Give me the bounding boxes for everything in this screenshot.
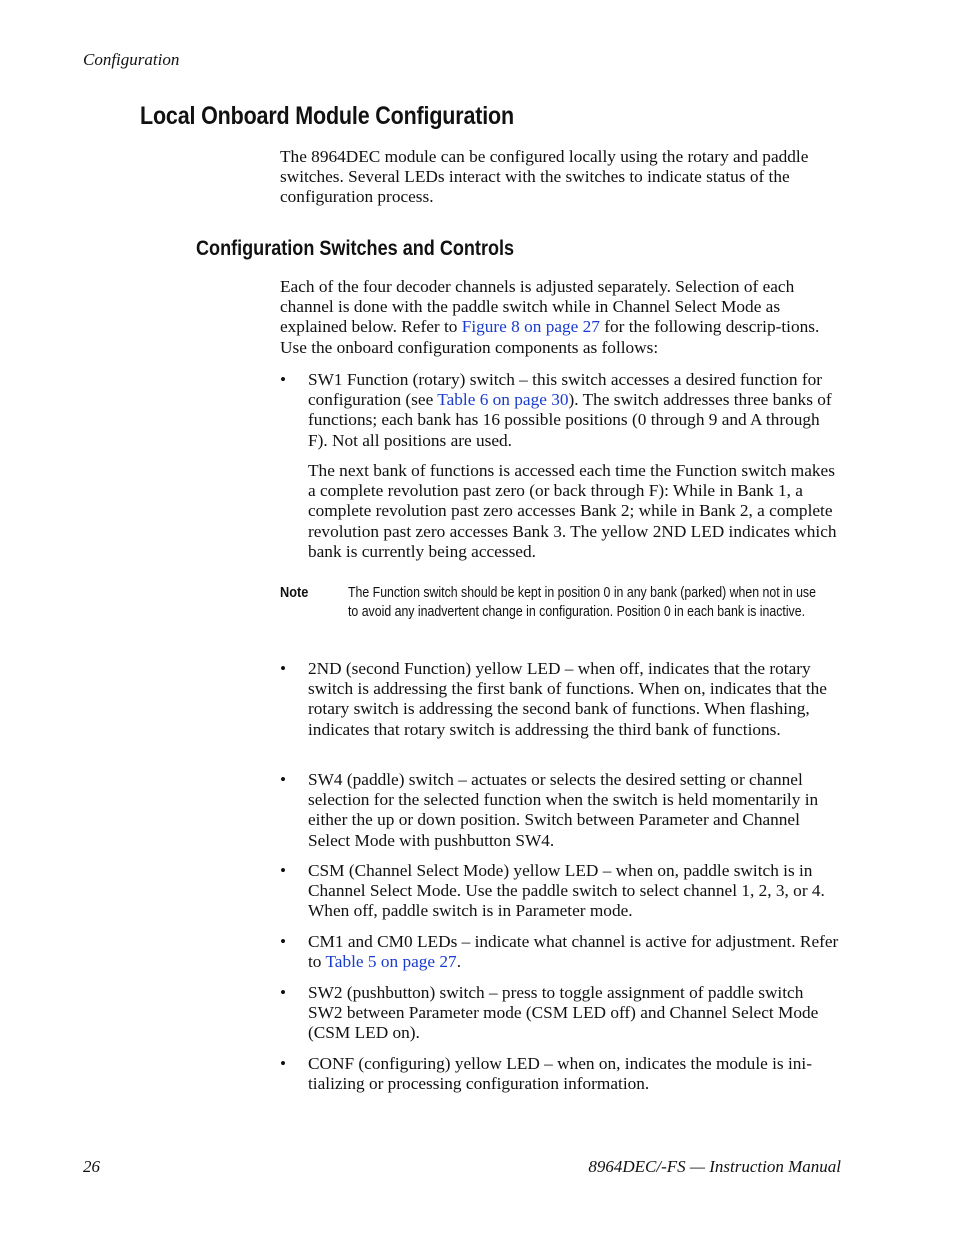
bullet-icon: • — [280, 932, 287, 951]
table-5-link[interactable]: Table 5 on page 27 — [325, 952, 457, 972]
table-6-link[interactable]: Table 6 on page 30 — [437, 390, 569, 410]
sw1-text-after: ). The switch addresses three banks of functions; each bank has 16 possible positions (0 through 9 and A through F). Not all positions are used. — [308, 390, 832, 450]
intro-text-before: Each of the four decoder channels is adjusted separately. Selection of each channel is done with the paddle switch while in Channel Select Mode as explained below. Refer to — [280, 277, 795, 337]
bullet-icon: • — [280, 1054, 287, 1073]
figure-8-link[interactable]: Figure 8 on page 27 — [461, 317, 600, 337]
list-item-sw4 — [280, 770, 842, 851]
intro-text-after: for the following descrip-tions. Use the onboard configuration components as follows: — [280, 317, 820, 357]
conf-text: CONF (configuring) yellow LED – when on, indicates the module is ini-tializing or processing configuration information. — [308, 1054, 812, 1094]
list-item-sw2 — [280, 983, 842, 1044]
sw4-text: SW4 (paddle) switch – actuates or selects the desired setting or channel selection for the selected function when the switch is held momentarily in either the up or down position. Switch between Parameter and Channel Select Mode with pushbutton SW4. — [308, 770, 819, 850]
list-item-2nd-led — [280, 659, 842, 740]
csm-text: CSM (Channel Select Mode) yellow LED – when on, paddle switch is in Channel Select Mode. Use the paddle switch to select channel 1, 2, 3, or 4. When off, paddle switch is in Parameter mode. — [308, 861, 825, 921]
note-text: The Function switch should be kept in position 0 in any bank (parked) when not in use to avoid any inadvertent change in configuration. Position 0 in each bank is inactive. — [348, 585, 816, 620]
subsection-title: Configuration Switches and Controls — [196, 237, 515, 260]
footer-manual-title: 8964DEC/-FS — Instruction Manual — [588, 1157, 841, 1176]
sw1-text-before: SW1 Function (rotary) switch – this switch accesses a desired function for configuration (see — [308, 370, 822, 410]
running-head: Configuration — [83, 50, 180, 69]
cm-text-after: . — [456, 952, 462, 972]
list-item-sw1 — [280, 370, 842, 451]
page-number: 26 — [83, 1157, 100, 1176]
list-item-csm — [280, 861, 842, 922]
list-item-cm-leds — [280, 932, 842, 972]
section-intro-paragraph: The 8964DEC module can be configured locally using the rotary and paddle switches. Several LEDs interact with the switches to indicate status of the configuration process. — [280, 147, 809, 207]
bullet-icon: • — [280, 659, 287, 678]
sw1-continuation-paragraph: The next bank of functions is accessed each time the Function switch makes a complete revolution past zero (or back through F): While in Bank 1, a complete revolution past zero accesses Bank 2; while in Bank 2, a complete revolution past zero accesses Bank 3. The yellow 2ND LED indicates which bank is currently being accessed. — [308, 461, 837, 561]
list-item-conf — [280, 1054, 842, 1094]
note-label: Note — [280, 584, 309, 601]
bullet-icon: • — [280, 983, 287, 1002]
cm-text-before: CM1 and CM0 LEDs – indicate what channel is active for adjustment. Refer to — [308, 932, 839, 972]
sw2-text: SW2 (pushbutton) switch – press to toggle assignment of paddle switch SW2 between Parameter mode (CSM LED off) and Channel Select Mode (CSM LED on). — [308, 983, 819, 1043]
bullet-icon: • — [280, 370, 287, 389]
section-title: Local Onboard Module Configuration — [140, 102, 514, 130]
2nd-led-text: 2ND (second Function) yellow LED – when off, indicates that the rotary switch is addressing the first bank of functions. When on, indicates that the rotary switch is addressing the second bank of functions. When flashing, indicates that rotary switch is addressing the third bank of functions. — [308, 659, 827, 739]
bullet-icon: • — [280, 770, 287, 789]
bullet-icon: • — [280, 861, 287, 880]
subsection-intro-paragraph — [280, 277, 842, 358]
